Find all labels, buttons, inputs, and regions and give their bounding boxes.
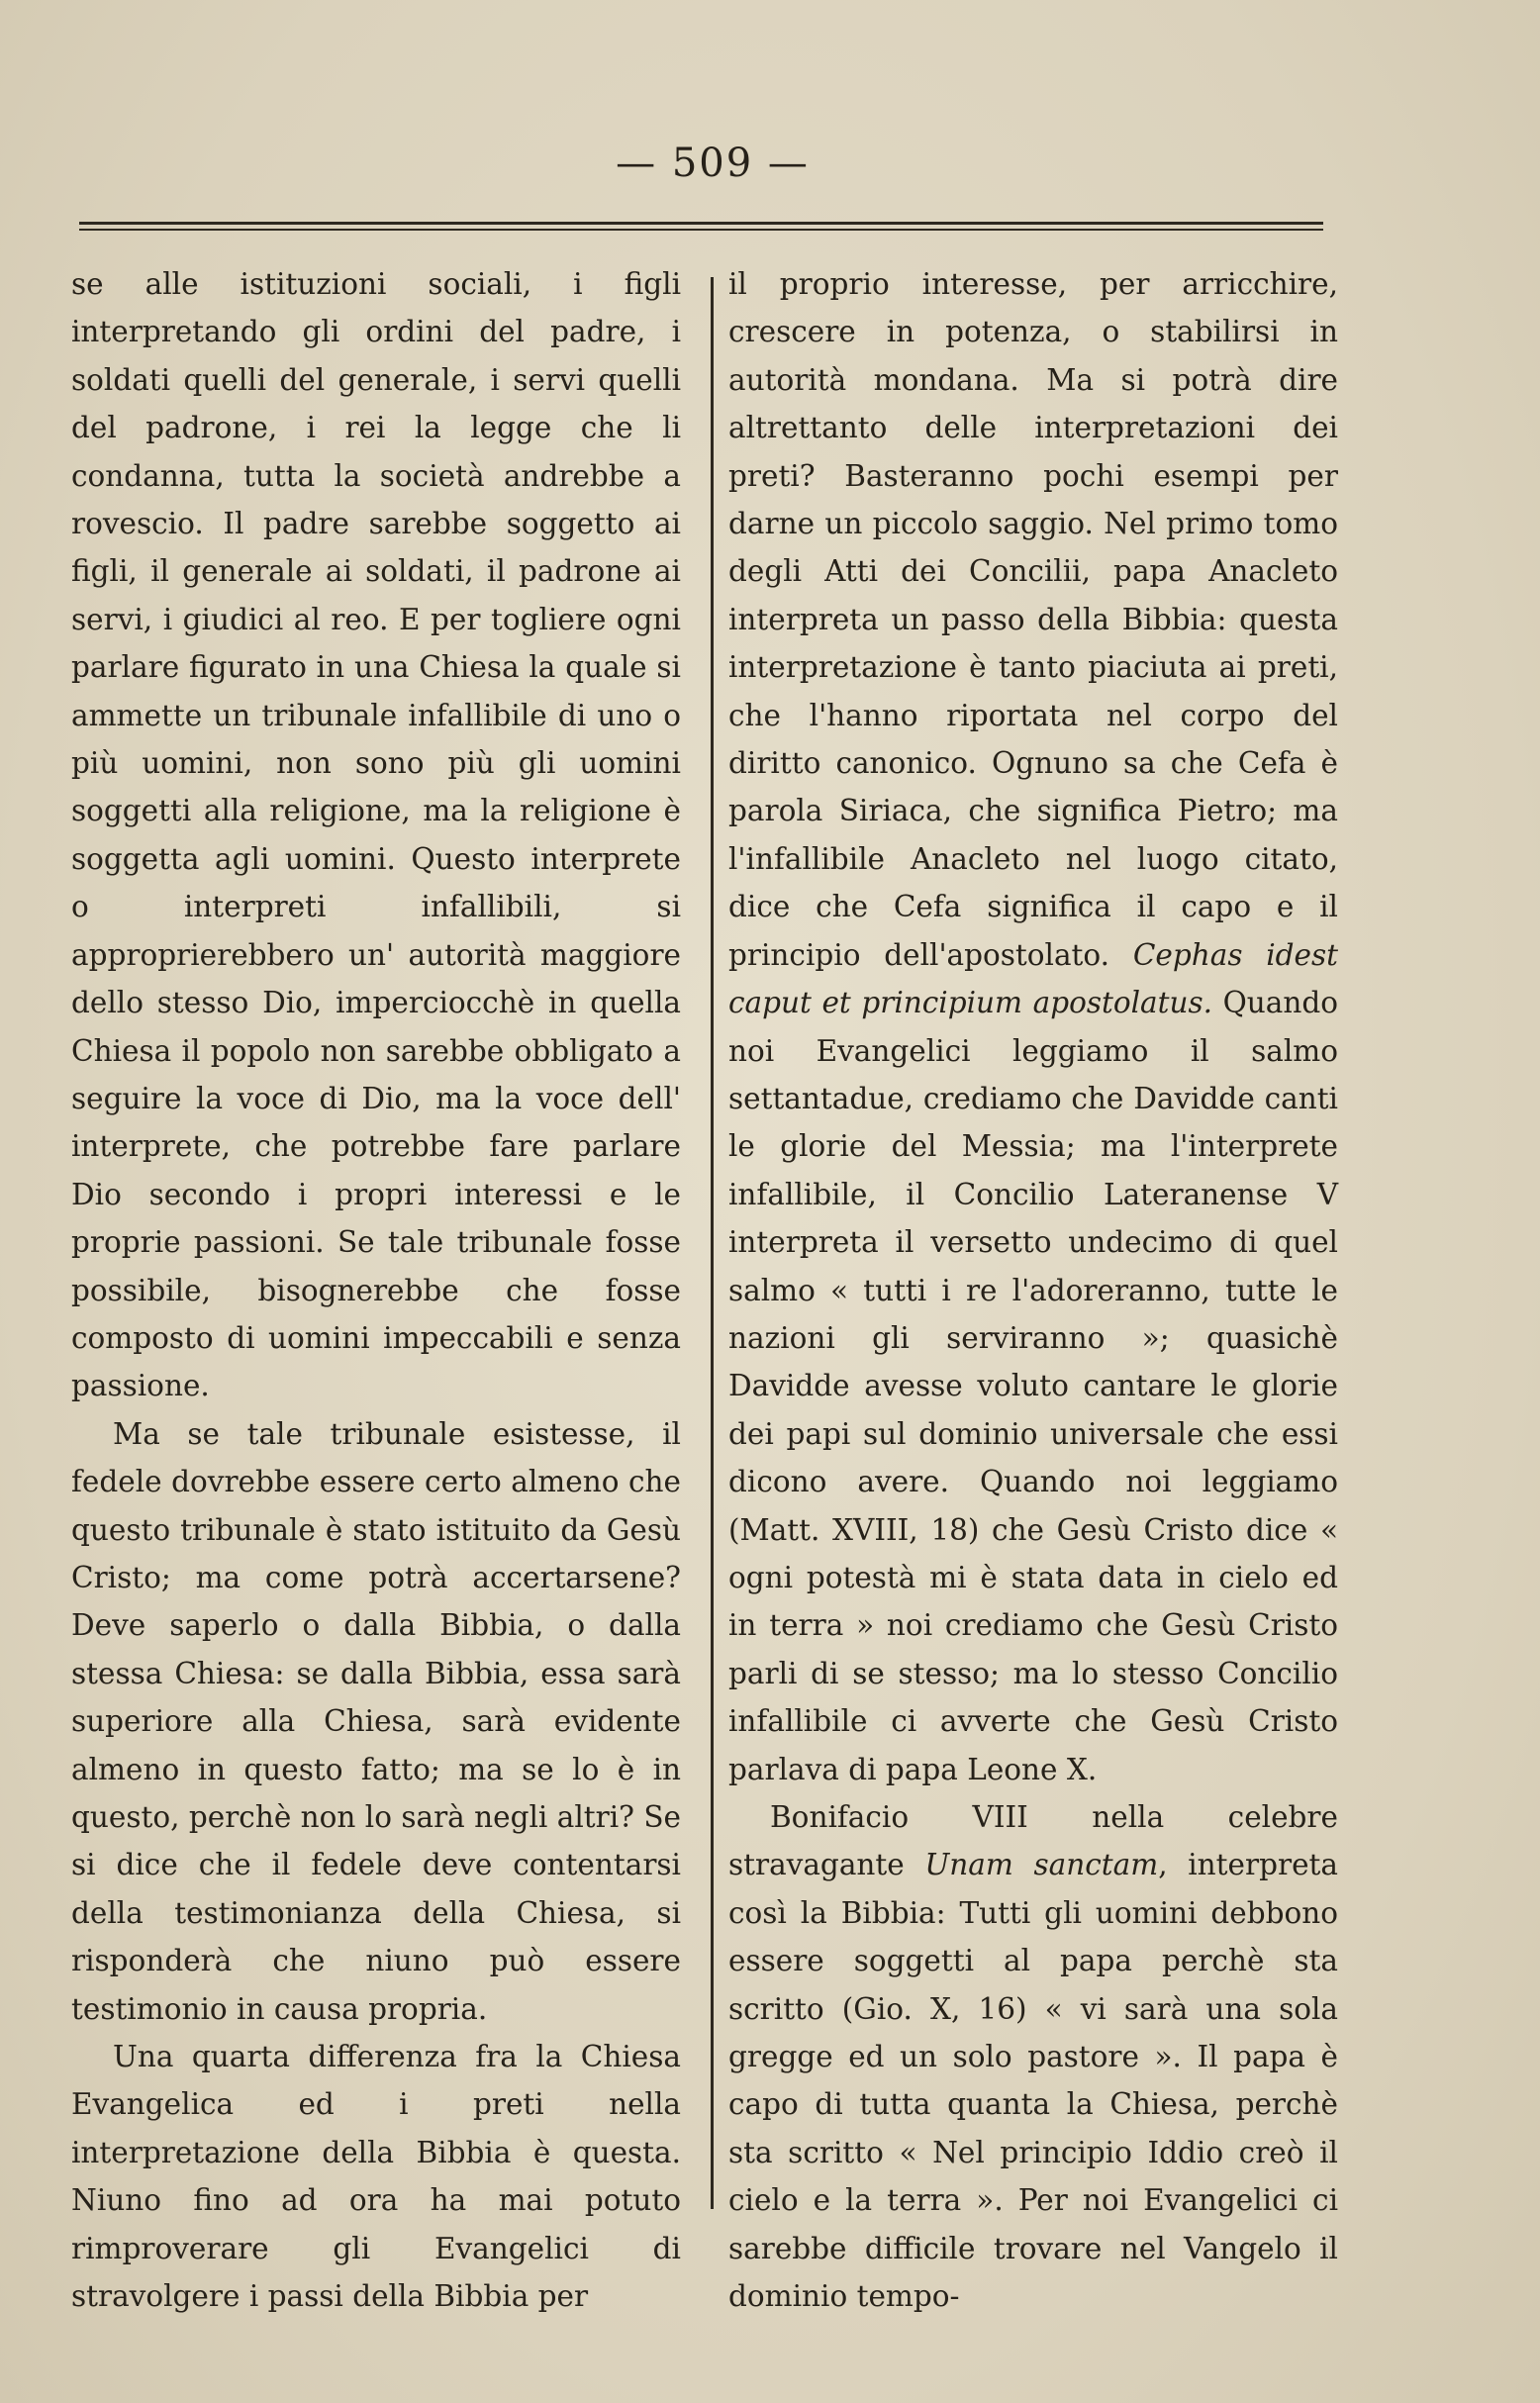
page-number: — 509 — — [616, 141, 810, 186]
right-paragraph-2-text-a: Bonifacio VIII nella celebre stravagante — [728, 1800, 1338, 1882]
header-rule-bottom — [79, 229, 1323, 231]
latin-quote: Cephas idest caput et principium apostolatus. — [728, 937, 1338, 1020]
column-divider — [711, 277, 714, 2209]
left-paragraph-1: se alle istituzioni sociali, i figli interpretando gli ordini del padre, i soldati quelli del generale, i servi quelli del padrone, i rei la legge che li condanna, tutta la società andrebbe a rovescio. Il padre sarebbe soggetto ai figli, il generale ai soldati, il padrone ai servi, i giudici al reo. E per togliere ogni parlare figurato in una Chiesa la quale si ammette un tribunale infallibile di uno o più uomini, non sono più gli uomini soggetti alla religione, ma la religione è soggetta agli uomini. Questo interprete o interpreti infallibili, si approprierebbero un' autorità maggiore dello stesso Dio, imperciocchè in quella Chiesa il popolo non sarebbe obbligato a seguire la voce di Dio, ma la voce dell' interprete, che potrebbe fare parlare Dio secondo i propri interessi e le proprie passioni. Se tale tribunale fosse possibile, bisognerebbe che fosse composto di uomini impeccabili e senza passione. — [71, 267, 681, 1403]
left-column — [71, 260, 681, 2320]
right-paragraph-1-text-c: Quando noi Evangelici leggiamo il salmo settantadue, crediamo che Davidde canti le glorie del Messia; ma l'interprete infallibile, il Concilio Lateranense V interpreta il versetto undecimo di quel salmo « tutti i re l'adoreranno, tutte le nazioni gli serviranno »; quasichè Davidde avesse voluto cantare le glorie dei papi sul dominio universale che essi dicono avere. Quando noi leggiamo (Matt. XVIII, 18) che Gesù Cristo dice « ogni potestà mi è stata data in cielo ed in terra » noi crediamo che Gesù Cristo parli di se stesso; ma lo stesso Concilio infallibile ci avverte che Gesù Cristo parlava di papa Leone X. — [728, 986, 1338, 1786]
bull-title: Unam sanctam — [924, 1848, 1159, 1882]
header-rule-top — [79, 222, 1323, 225]
left-paragraph-2: Ma se tale tribunale esistesse, il fedele dovrebbe essere certo almeno che questo tribunale è stato istituito da Gesù Cristo; ma come potrà accertarsene? Deve saperlo o dalla Bibbia, o dalla stessa Chiesa: se dalla Bibbia, essa sarà superiore alla Chiesa, sarà evidente almeno in questo fatto; ma se lo è in questo, perchè non lo sarà negli altri? Se si dice che il fedele deve contentarsi della testimonianza della Chiesa, si risponderà che niuno può essere testimonio in causa propria. — [71, 1416, 682, 2026]
right-paragraph-2 — [728, 1793, 1338, 2320]
right-paragraph-1-text-a: il proprio interesse, per arricchire, crescere in potenza, o stabilirsi in autorità mondana. Ma si potrà dire altrettanto delle interpretazioni dei preti? Basteranno pochi esempi per darne un piccolo saggio. Nel primo tomo degli Atti dei Concilii, papa Anacleto interpreta un passo della Bibbia: questa interpretazione è tanto piaciuta ai preti, che l'hanno riportata nel corpo del diritto canonico. Ognuno sa che Cefa è parola Siriaca, che significa Pietro; ma l'infallibile Anacleto nel luogo citato, dice che Cefa significa il capo e il principio dell'apostolato. — [728, 267, 1338, 972]
right-paragraph-1 — [728, 260, 1338, 1793]
right-paragraph-2-text-c: , interpreta così la Bibbia: Tutti gli uomini debbono essere soggetti al papa perchè sta scritto (Gio. X, 16) « vi sarà una sola gregge ed un solo pastore ». Il papa è capo di tutta quanta la Chiesa, perchè sta scritto « Nel principio Iddio creò il cielo e la terra ». Per noi Evangelici ci sarebbe difficile trovare nel Vangelo il dominio tempo- — [728, 1848, 1338, 2314]
left-paragraph-3: Una quarta differenza fra la Chiesa Evangelica ed i preti nella interpretazione della Bibbia è questa. Niuno fino ad ora ha mai potuto rimproverare gli Evangelici di stravolgere i passi della Bibbia per — [71, 2040, 681, 2314]
right-column — [728, 260, 1338, 2320]
